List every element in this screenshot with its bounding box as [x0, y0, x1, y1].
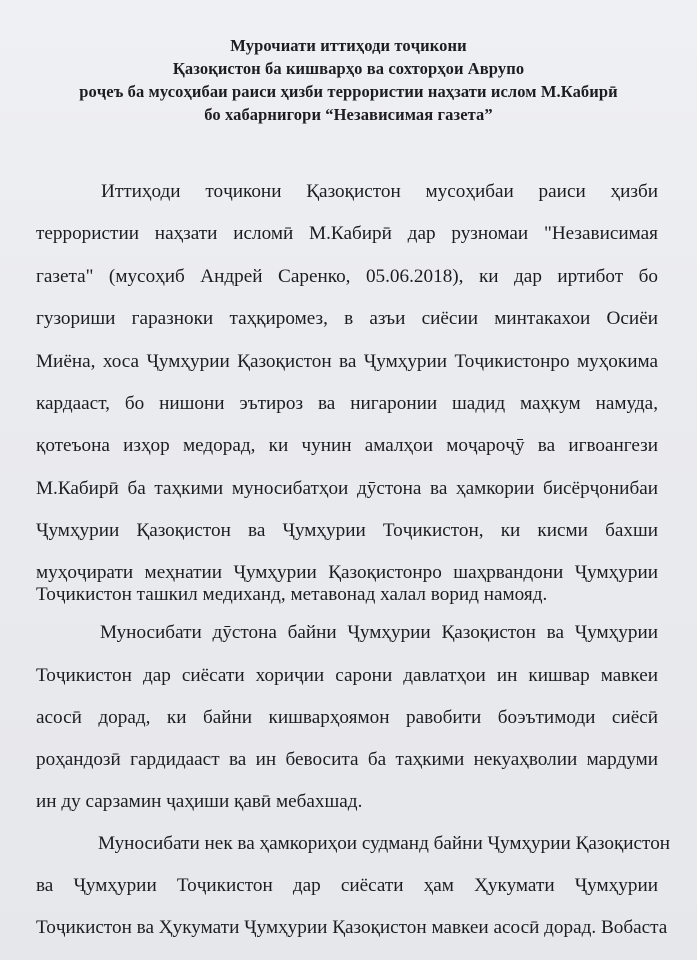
- paragraph-line: М.Кабирӣ ба таҳкими муносибатҳои дӯстона ва ҳамкории бисёрҷонибаи: [36, 478, 658, 499]
- title-line-4: бо хабарнигори “Независимая газета”: [204, 105, 493, 124]
- paragraph-line: Иттиҳоди тоҷикони Қазоқистон мусоҳибаи раиси ҳизби: [101, 181, 658, 202]
- title-line-2: Қазоқистон ба кишварҳо ва сохторҳои Аврупо: [172, 59, 525, 78]
- paragraph-line: Тоҷикистон ташкил медиханд, метавонад халал ворид намояд.: [36, 584, 548, 605]
- paragraph-line: роҳандозӣ гардидааст ва ин бевосита ба таҳкими некуаҳволии мардуми: [36, 749, 658, 770]
- document-title: [0, 36, 697, 128]
- paragraph-line: Тоҷикистон ва Ҳукумати Ҷумҳурии Қазоқистон мавкеи асосӣ дорад. Вобаста: [36, 917, 668, 938]
- paragraph-line: Ҷумҳурии Қазоқистон ва Ҷумҳурии Тоҷикистон, ки кисми бахши: [36, 520, 658, 541]
- paragraph-line: асосӣ дорад, ки байни кишварҳоямон равобити боэътимоди сиёсӣ: [36, 707, 658, 728]
- paragraph-line: Тоҷикистон дар сиёсати хориҷии сарони давлатҳои ин кишвар мавкеи: [36, 665, 658, 686]
- title-line-1: Мурочиати иттиҳоди тоҷикони: [230, 36, 467, 55]
- paragraph-line: ин ду сарзамин ҷаҳиши қавӣ мебахшад.: [36, 791, 363, 812]
- title-line-3: роҷеъ ба мусоҳибаи раиси ҳизби террористии наҳзати ислом М.Кабирӣ: [79, 82, 618, 101]
- paragraph-line: гузориши гаразноки таҳқиромез, в азъи сиёсии минтакахои Осиёи: [36, 308, 658, 329]
- paragraph-line: қотеъона изҳор медорад, ки чунин амалҳои моҷароҷӯ ва игвоангези: [36, 435, 658, 456]
- paragraph-line: Муносибати дӯстона байни Ҷумҳурии Қазоқистон ва Ҷумҳурии: [100, 622, 658, 643]
- paragraph-line: кардааст, бо нишони эътироз ва нигаронии шадид маҳкум намуда,: [36, 393, 658, 414]
- paragraph-line: ва Ҷумҳурии Тоҷикистон дар сиёсати ҳам Ҳукумати Ҷумҳурии: [36, 875, 658, 896]
- paragraph-line: муҳоҷирати меҳнатии Ҷумҳурии Қазоқистонро шаҳрвандони Ҷумҳурии: [36, 562, 658, 583]
- paragraph-line: Муносибати нек ва ҳамкориҳои судманд байни Ҷумҳурии Қазоқистон: [98, 833, 671, 854]
- paragraph-line: Миёна, хоса Ҷумҳурии Қазоқистон ва Ҷумҳурии Тоҷикистонро муҳокима: [36, 351, 658, 372]
- paragraph-line: террористии наҳзати исломӣ М.Кабирӣ дар рузномаи "Независимая: [36, 223, 658, 244]
- paragraph-line: газета" (мусоҳиб Андрей Саренко, 05.06.2018), ки дар иртибот бо: [36, 266, 658, 287]
